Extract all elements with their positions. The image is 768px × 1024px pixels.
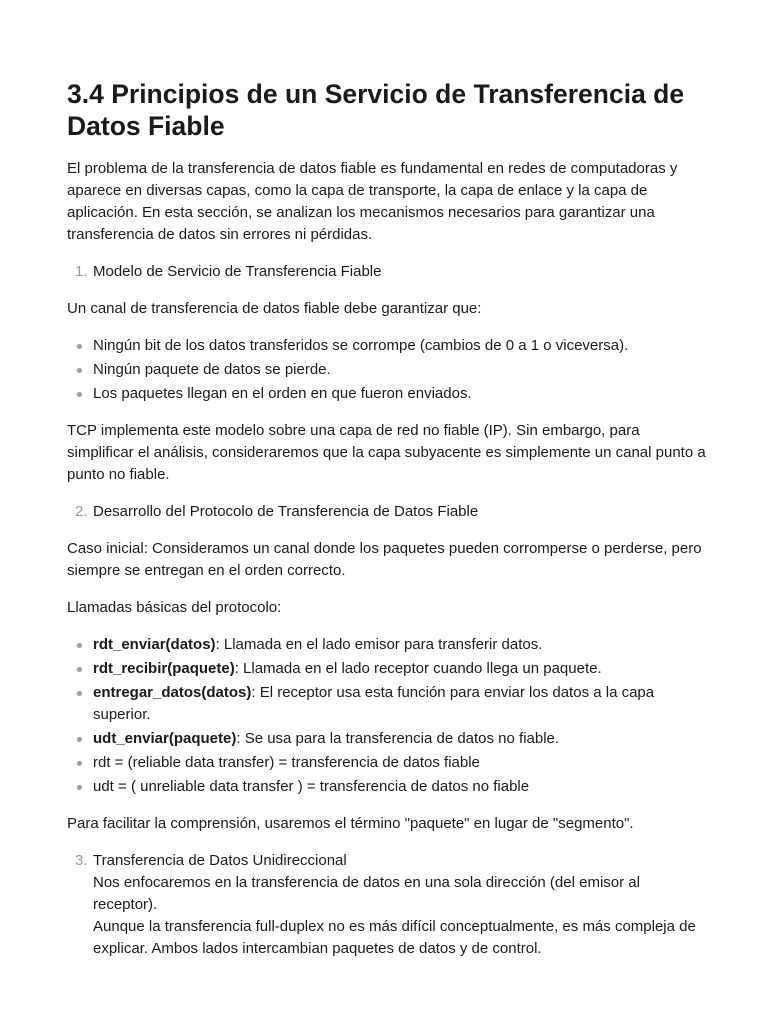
list-item: entregar_datos(datos): El receptor usa esta función para enviar los datos a la capa superior. (67, 682, 708, 726)
call-term: rdt_enviar(datos) (93, 636, 216, 653)
section-2-case: Caso inicial: Consideramos un canal donde los paquetes pueden corromperse o perderse, pero siempre se entregan en el orden correcto. (67, 540, 702, 579)
call-term: udt_enviar(paquete) (93, 730, 237, 747)
list-item: rdt_enviar(datos): Llamada en el lado emisor para transferir datos. (67, 634, 708, 656)
list-item: Los paquetes llegan en el orden en que fueron enviados. (67, 383, 708, 405)
bullet-icon (77, 392, 82, 397)
section-2-number: 2. (75, 503, 88, 520)
list-item: udt_enviar(paquete): Se usa para la transferencia de datos no fiable. (67, 728, 708, 750)
section-2-title: Desarrollo del Protocolo de Transferencia de Datos Fiable (93, 503, 479, 520)
section-3-title: Transferencia de Datos Unidireccional (93, 852, 347, 869)
list-item: Ningún bit de los datos transferidos se corrompe (cambios de 0 a 1 o viceversa). (67, 335, 708, 357)
section-3-item (67, 850, 708, 960)
intro-paragraph: El problema de la transferencia de datos fiable es fundamental en redes de computadoras y aparece en diversas capas, como la capa de transporte, la capa de enlace y la capa de aplicación. En esta sección, se analizan los mecanismos necesarios para garantizar una transferencia de datos sin errores ni pérdidas. (67, 160, 678, 243)
bullet-icon (77, 667, 82, 672)
guarantees-list (67, 335, 708, 405)
section-list-3 (67, 850, 708, 960)
section-2-heading (67, 501, 708, 523)
section-3-line-1: Nos enfocaremos en la transferencia de datos en una sola dirección (del emisor al receptor). (93, 874, 640, 913)
list-item: rdt = (reliable data transfer) = transferencia de datos fiable (67, 752, 708, 774)
list-item: Ningún paquete de datos se pierde. (67, 359, 708, 381)
section-1-heading (67, 261, 708, 283)
protocol-calls-list (67, 634, 708, 798)
section-1-closing: TCP implementa este modelo sobre una capa de red no fiable (IP). Sin embargo, para simplificar el análisis, consideraremos que la capa subyacente es simplemente un canal punto a punto no fiable. (67, 422, 706, 483)
bullet-icon (77, 344, 82, 349)
list-item: udt = ( unreliable data transfer ) = transferencia de datos no fiable (67, 776, 708, 798)
section-list-2 (67, 501, 708, 523)
section-2-note: Para facilitar la comprensión, usaremos el término "paquete" en lugar de "segmento". (67, 815, 634, 832)
bullet-icon (77, 761, 82, 766)
section-list-1 (67, 261, 708, 283)
call-term: rdt_recibir(paquete) (93, 660, 235, 677)
section-3-line-2: Aunque la transferencia full-duplex no es más difícil conceptualmente, es más compleja de explicar. Ambos lados intercambian paquetes de datos y de control. (93, 918, 696, 957)
bullet-icon (77, 737, 82, 742)
section-1-number: 1. (75, 263, 88, 280)
bullet-icon (77, 368, 82, 373)
section-1-lead: Un canal de transferencia de datos fiable debe garantizar que: (67, 300, 482, 317)
call-term: entregar_datos(datos) (93, 684, 252, 701)
section-3-number: 3. (75, 852, 88, 869)
bullet-icon (77, 785, 82, 790)
bullet-icon (77, 691, 82, 696)
section-1-title: Modelo de Servicio de Transferencia Fiable (93, 263, 382, 280)
bullet-icon (77, 643, 82, 648)
section-2-calls-lead: Llamadas básicas del protocolo: (67, 599, 282, 616)
list-item: rdt_recibir(paquete): Llamada en el lado receptor cuando llega un paquete. (67, 658, 708, 680)
page-title: 3.4 Principios de un Servicio de Transferencia de Datos Fiable (67, 79, 685, 141)
